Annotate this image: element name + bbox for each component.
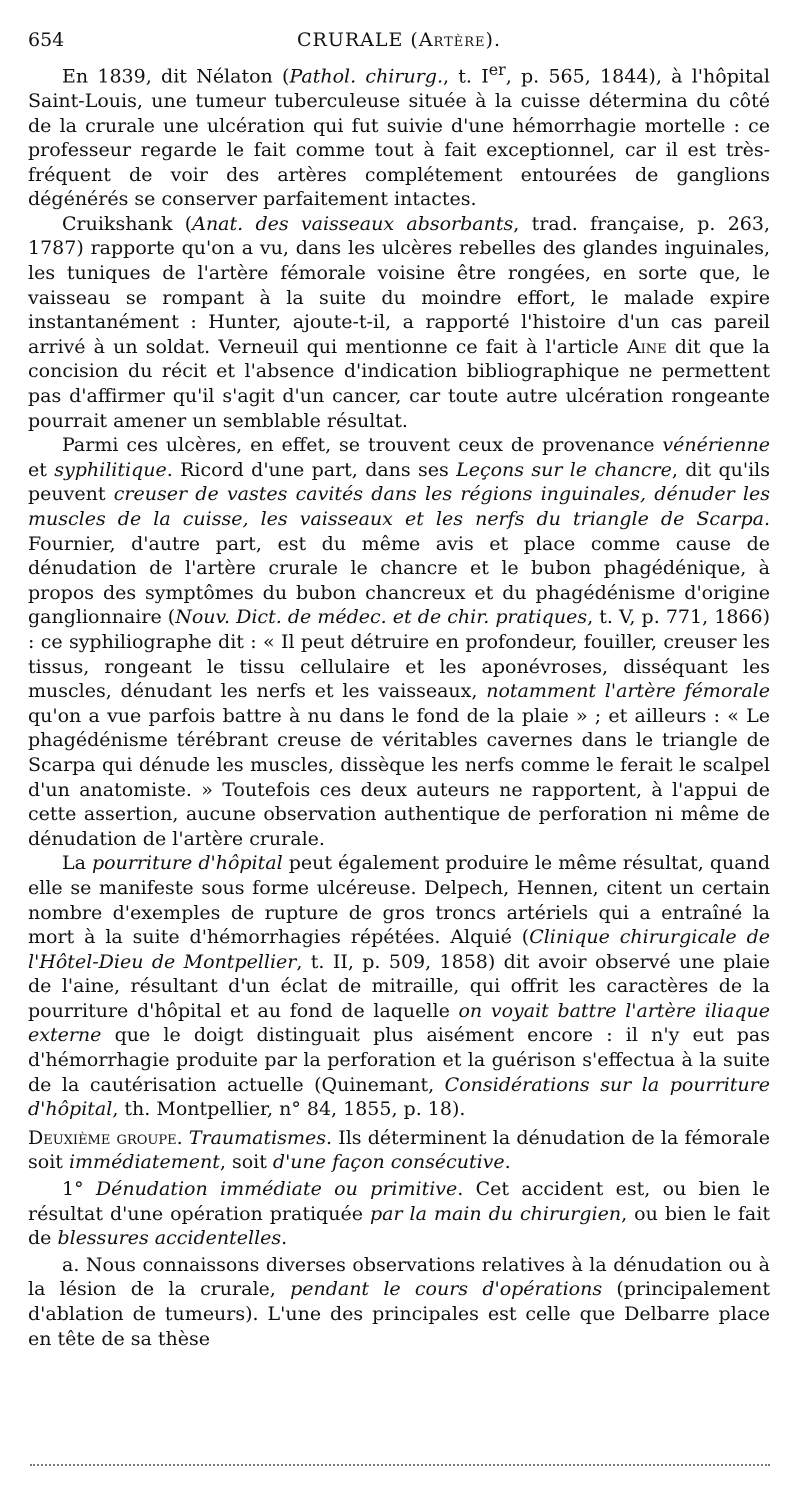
text-run: qu'on a vue parfois battre à nu dans le fond de la plaie » ; et ailleurs : « Le phagédénisme térébrant creuse de véritables cavernes dans le triangle de Scarpa qui dénude les muscles, dissèque les nerfs comme le ferait le scalpel d'un anatomiste. » Toutefois ces deux auteurs ne rapportent, à l'appui de cette assertion, aucune observation authentique de perforation ni même de dénudation de l'artère crurale. <box>28 704 770 850</box>
paragraph-deuxieme-groupe <box>28 1126 770 1175</box>
italic-run: blessures accidentelles <box>57 1227 282 1250</box>
text-run: , th. Montpellier, n° 84, 1855, p. 18). <box>112 1098 466 1121</box>
superscript-run: er <box>488 60 506 79</box>
italic-run: par la main du chirurgien <box>369 1202 622 1225</box>
italic-run: Considérations sur la pourriture d'hôpital <box>28 1073 770 1121</box>
italic-run: pourriture d'hôpital <box>92 852 283 875</box>
text-run: . <box>281 1227 288 1250</box>
text-run: , ou bien le fait de <box>28 1202 770 1250</box>
page-body <box>28 28 770 1351</box>
text-run: que le doigt distinguait plus aisément encore : il n'y eut pas d'hémorrhagie produite par la perforation et la guérison s'effectua à la suite de la cautérisation actuelle (Quinemant, <box>28 1024 770 1096</box>
italic-run: notamment l'artère fémorale <box>486 680 770 703</box>
paragraph-nelaton <box>28 58 770 212</box>
text-run: (principalement d'ablation de tumeurs). L'une des principales est celle que Delbarre place en tête de sa thèse <box>28 1278 770 1350</box>
italic-run: Pathol. chirurg. <box>289 65 443 88</box>
text-run: En 1839, dit Nélaton ( <box>62 65 290 88</box>
running-title-main: CRURALE <box>296 29 404 51</box>
paragraph-observations <box>28 1253 770 1351</box>
italic-run: Leçons sur le chancre <box>456 458 672 481</box>
italic-run: Traumatismes. <box>188 1126 333 1149</box>
text-run: Ils déterminent la dénudation de la fémorale soit <box>28 1126 770 1174</box>
paragraph-denudation-immediate <box>28 1177 770 1251</box>
italic-run: on voyait battre l'artère iliaque externe <box>28 999 770 1047</box>
text-run: . Fournier, d'autre part, est du même avis et place comme cause de dénudation de l'artère crurale le chancre et le bubon phagédénique, à propos des symptômes du bubon chancreux et du phagédénisme d'origine ganglionnaire ( <box>28 508 770 629</box>
text-run: , t. II, p. 509, 1858) dit avoir observé une plaie de l'aine, résultant d'un éclat de mitraille, qui offrit les caractères de la pourriture d'hôpital et au fond de laquelle <box>28 950 770 1022</box>
text-run: . Cet accident est, ou bien le résultat d'une opération pratiquée <box>28 1178 770 1225</box>
running-title-sub: Artère <box>418 29 486 51</box>
italic-run: Clinique chirurgicale de l'Hôtel-Dieu de Montpellier <box>28 926 770 973</box>
text-run: et <box>28 458 55 481</box>
italic-run: vénérienne <box>662 434 770 457</box>
footer-dotted-rule <box>30 1464 770 1466</box>
running-header <box>28 28 770 52</box>
text-run: peut également produire le même résultat, quand elle se manifeste sous forme ulcéreuse. Delpech, Hennen, citent un certain nombre d'exemples de rupture de gros troncs artériels qui a entraîné la mort à la suite d'hémorrhagies répétées. Alquié ( <box>28 852 770 949</box>
text-run: La <box>62 852 92 875</box>
paragraph-pourriture <box>28 851 770 1122</box>
italic-run: immédiatement <box>68 1151 220 1174</box>
running-title: CRURALE (Artère). <box>296 29 501 51</box>
text-run: , soit <box>219 1151 273 1174</box>
italic-run: syphilitique <box>54 458 167 481</box>
text-run: . <box>504 1151 511 1174</box>
text-run: , trad. française, p. 263, 1787) rapporte qu'on a vu, dans les ulcères rebelles des glandes inguinales, les tuniques de l'artère fémorale voisine être rongées, en sorte que, le vaisseau se rompant à la suite du moindre effort, le malade expire instantanément : Hunter, ajoute-t-il, a rapporté l'histoire d'un cas pareil arrivé à un soldat. Verneuil qui mentionne ce fait à l'article <box>28 212 770 358</box>
paragraph-ulceres <box>28 433 770 851</box>
italic-run: pendant le cours d'opérations <box>290 1278 603 1301</box>
italic-run: d'une façon consécutive <box>272 1151 505 1174</box>
italic-run: Dénudation immédiate ou primitive <box>95 1178 458 1201</box>
text-run: , t. V, p. 771, 1866) : ce syphiliographe dit : « Il peut détruire en profondeur, fouiller, creuser les tissus, rongeant le tissu cellulaire et les aponévroses, disséquant les muscles, dénudant les nerfs et les vaisseaux, <box>28 606 771 703</box>
paragraph-cruikshank <box>28 212 770 433</box>
italic-run: creuser de vastes cavités dans les régions inguinales, dénuder les muscles de la cuisse, les vaisseaux et les nerfs du triangle de Scarpa <box>28 483 770 531</box>
text-run: 1° <box>62 1178 96 1201</box>
text-run: , t. I <box>442 65 489 88</box>
smallcaps-run: Aine <box>626 335 667 358</box>
text-run: Parmi ces ulcères, en effet, se trouvent ceux de provenance <box>62 434 663 457</box>
text-run: , p. 565, 1844), à l'hôpital Saint-Louis, une tumeur tuberculeuse située à la cuisse détermina du côté de la crurale une ulcération qui fut suivie d'une hémorrhagie mortelle : ce professeur regarde le fait comme tout à fait exceptionnel, car il est très-fréquent de voir des artères complétement entourées de ganglions dégénérés se conserver parfaitement intactes. <box>28 65 770 211</box>
text-run: . Ricord d'une part, dans ses <box>166 458 457 481</box>
page-number: 654 <box>28 29 65 51</box>
text-run: , dit qu'ils peuvent <box>28 458 771 506</box>
section-heading: Deuxième groupe. <box>28 1126 183 1149</box>
text-run: Cruikshank ( <box>62 212 193 235</box>
text-run: dit que la concision du récit et l'absence d'indication bibliographique ne permettent pas d'affirmer qu'il s'agit d'un cancer, car toute autre ulcération rongeante pourrait amener un semblable résultat. <box>28 335 770 432</box>
italic-run: Nouv. Dict. de médec. et de chir. pratiques <box>175 606 588 629</box>
italic-run: Anat. des vaisseaux absorbants <box>192 212 514 235</box>
text-run: a. Nous connaissons diverses observations relatives à la dénudation ou à la lésion de la crurale, <box>28 1253 770 1301</box>
